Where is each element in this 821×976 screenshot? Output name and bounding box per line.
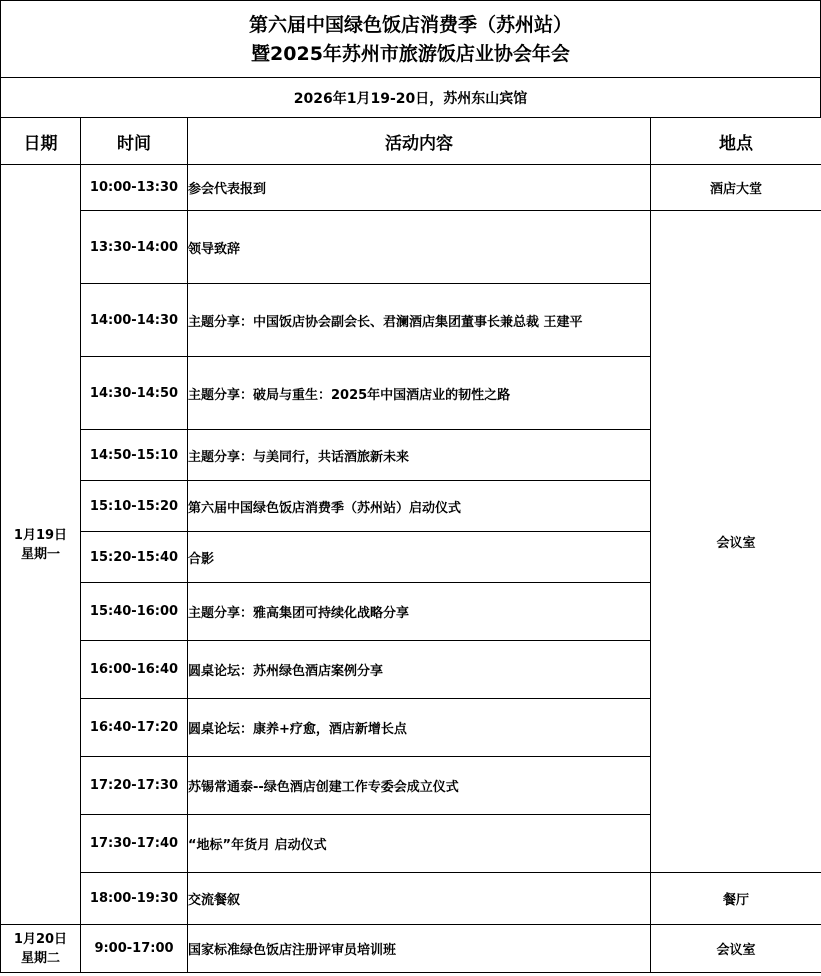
- day-1-weekday: 星期一: [20, 546, 60, 562]
- time-cell: 18:00-19:30: [81, 873, 188, 925]
- content-cell: 主题分享：中国饭店协会副会长、君澜酒店集团董事长兼总裁 王建平: [188, 284, 651, 357]
- time-cell: 13:30-14:00: [81, 211, 188, 284]
- content-cell: 圆桌论坛：苏州绿色酒店案例分享: [188, 641, 651, 699]
- content-cell: 参会代表报到: [188, 165, 651, 211]
- date-venue-line: [0, 77, 821, 118]
- time-cell: 15:40-16:00: [81, 583, 188, 641]
- content-cell: 国家标准绿色饭店注册评审员培训班: [188, 925, 651, 973]
- content-cell: 主题分享：破局与重生：2025年中国酒店业的韧性之路: [188, 357, 651, 430]
- content-cell: 领导致辞: [188, 211, 651, 284]
- day-1-cell: [1, 165, 81, 925]
- day-1-date: 1月19日: [13, 527, 68, 543]
- table-row: [1, 873, 821, 925]
- table-row: [1, 925, 821, 973]
- time-cell: 10:00-13:30: [81, 165, 188, 211]
- column-header-time: 时间: [81, 118, 188, 165]
- venue-cell: 酒店大堂: [651, 165, 821, 211]
- time-cell: 17:30-17:40: [81, 815, 188, 873]
- schedule-table: [0, 117, 821, 973]
- content-cell: “地标”年货月 启动仪式: [188, 815, 651, 873]
- date-venue-text: 2026年1月19-20日，苏州东山宾馆: [293, 91, 528, 107]
- header-row: [1, 118, 821, 165]
- title-line-1: 第六届中国绿色饭店消费季（苏州站）: [248, 13, 572, 36]
- column-header-content: 活动内容: [188, 118, 651, 165]
- content-cell: 合影: [188, 532, 651, 583]
- time-cell: 14:00-14:30: [81, 284, 188, 357]
- day-2-weekday: 星期二: [20, 950, 60, 966]
- title-line-2: 暨2025年苏州市旅游饭店业协会年会: [251, 42, 570, 65]
- content-cell: 苏锡常通泰--绿色酒店创建工作专委会成立仪式: [188, 757, 651, 815]
- table-row: [1, 211, 821, 284]
- day-2-cell: [1, 925, 81, 973]
- column-header-venue: 地点: [651, 118, 821, 165]
- time-cell: 16:40-17:20: [81, 699, 188, 757]
- content-cell: 圆桌论坛：康养+疗愈，酒店新增长点: [188, 699, 651, 757]
- time-cell: 16:00-16:40: [81, 641, 188, 699]
- day-2-date: 1月20日: [13, 931, 68, 947]
- column-header-date: 日期: [1, 118, 81, 165]
- time-cell: 15:10-15:20: [81, 481, 188, 532]
- title-block: [0, 0, 821, 78]
- venue-cell: 会议室: [651, 925, 821, 973]
- time-cell: 9:00-17:00: [81, 925, 188, 973]
- content-cell: 第六届中国绿色饭店消费季（苏州站）启动仪式: [188, 481, 651, 532]
- time-cell: 17:20-17:30: [81, 757, 188, 815]
- venue-cell: 会议室: [651, 211, 821, 873]
- content-cell: 主题分享：雅高集团可持续化战略分享: [188, 583, 651, 641]
- content-cell: 交流餐叙: [188, 873, 651, 925]
- time-cell: 15:20-15:40: [81, 532, 188, 583]
- time-cell: 14:30-14:50: [81, 357, 188, 430]
- venue-cell: 餐厅: [651, 873, 821, 925]
- time-cell: 14:50-15:10: [81, 430, 188, 481]
- table-row: [1, 165, 821, 211]
- content-cell: 主题分享：与美同行，共话酒旅新未来: [188, 430, 651, 481]
